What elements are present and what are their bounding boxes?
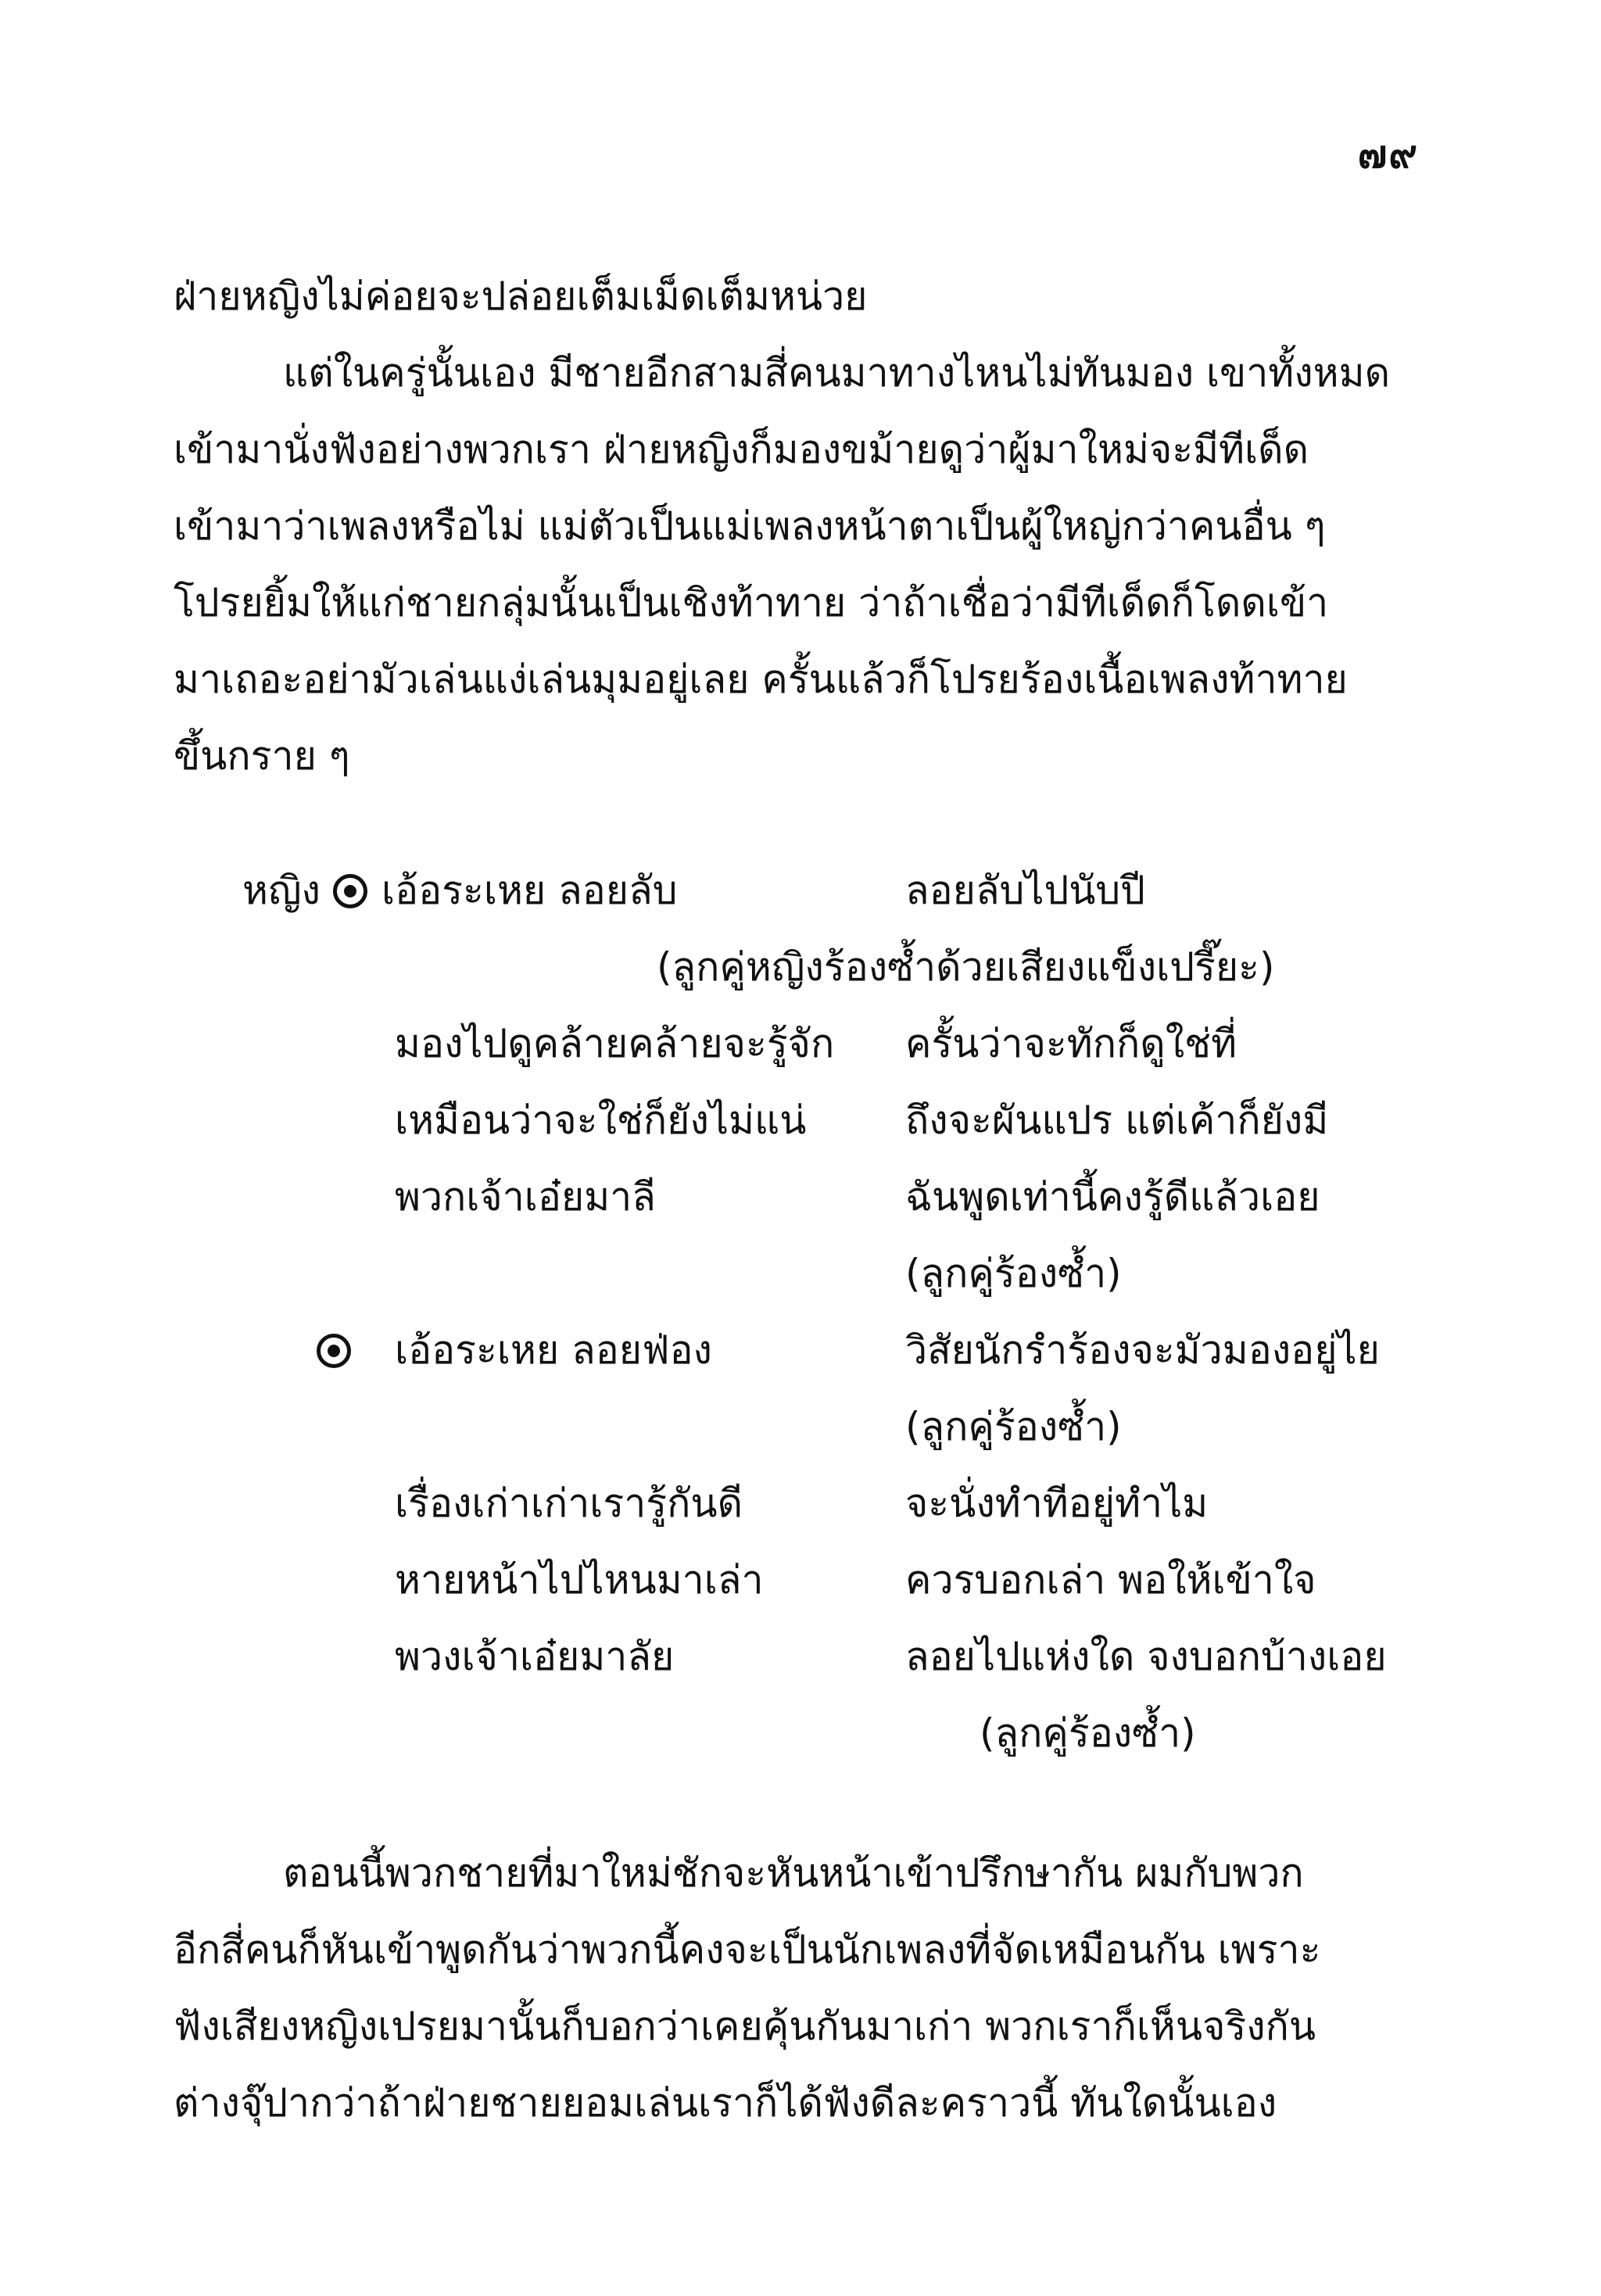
speaker-row	[242, 852, 367, 929]
page-number: ๗๙	[1357, 131, 1419, 177]
text-line: โปรยยิ้มให้แก่ชายกลุ่มนั้นเป็นเชิงท้าทาย ว่าถ้าเชื่อว่ามีทีเด็ดก็โดดเข้า	[174, 580, 1329, 625]
verse-right: ครั้นว่าจะทักก็ดูใช่ที่	[905, 1021, 1237, 1066]
text-line: ตอนนี้พวกชายที่มาใหม่ชักจะหันหน้าเข้าปรึกษากัน ผมกับพวก	[283, 1850, 1304, 1896]
verse-right: ลอยไปแห่งใด จงบอกบ้างเอย	[905, 1634, 1387, 1679]
paragraph-1	[174, 258, 1424, 794]
chorus-note: (ลูกคู่หญิงร้องซ้ำด้วยเสียงแข็งเปรี๊ยะ)	[657, 944, 1275, 990]
text-line: มาเถอะอย่ามัวเล่นแง่เล่นมุมอยู่เลย ครั้นแล้วก็โปรยร้องเนื้อเพลงท้าทาย	[174, 657, 1348, 702]
text-line: ขึ้นกราย ๆ	[174, 733, 350, 779]
text-line: ฟังเสียงหญิงเปรยมานั้นก็บอกว่าเคยคุ้นกันมาเก่า พวกเราก็เห็นจริงกัน	[174, 2004, 1316, 2049]
text-line: ต่างจุ๊ปากว่าถ้าฝ่ายชายยอมเล่นเราก็ได้ฟังดีละคราวนี้ ทันใดนั้นเอง	[174, 2080, 1277, 2126]
verse-left: มองไปดูคล้ายคล้ายจะรู้จัก	[395, 1021, 835, 1066]
verse-left: เรื่องเก่าเก่าเรารู้กันดี	[395, 1481, 743, 1526]
verse-marker-icon	[333, 874, 367, 908]
verse-right: ลอยลับไปนับปี	[905, 868, 1145, 913]
chorus-note: (ลูกคู่ร้องซ้ำ)	[905, 1404, 1122, 1449]
verse-marker-row	[317, 1312, 351, 1388]
text-line: แต่ในครู่นั้นเอง มีชายอีกสามสี่คนมาทางไหนไม่ทันมอง เขาทั้งหมด	[283, 350, 1391, 396]
verse-left: หายหน้าไปไหนมาเล่า	[395, 1557, 764, 1603]
verse-right: ควรบอกเล่า พอให้เข้าใจ	[905, 1557, 1316, 1603]
verse-left: เอ้อระเหย ลอยลับ	[381, 868, 678, 913]
chorus-note: (ลูกคู่ร้องซ้ำ)	[980, 1710, 1196, 1756]
verse-left: เหมือนว่าจะใช่ก็ยังไม่แน่	[395, 1098, 807, 1143]
verse-left: พวกเจ้าเอ๋ยมาลี	[395, 1174, 656, 1220]
text-line: เข้ามานั่งฟังอย่างพวกเรา ฝ่ายหญิงก็มองขม้ายดูว่าผู้มาใหม่จะมีทีเด็ด	[174, 427, 1309, 472]
verse-left: เอ้อระเหย ลอยฟ่อง	[395, 1327, 712, 1373]
text-line: เข้ามาว่าเพลงหรือไม่ แม่ตัวเป็นแม่เพลงหน้าตาเป็นผู้ใหญ่กว่าคนอื่น ๆ	[174, 503, 1326, 549]
text-line: ฝ่ายหญิงไม่ค่อยจะปล่อยเต็มเม็ดเต็มหน่วย	[174, 274, 868, 319]
speaker-label: หญิง	[242, 868, 321, 913]
verse-marker-icon	[317, 1334, 351, 1368]
verse-right: วิสัยนักรำร้องจะมัวมองอยู่ไย	[905, 1327, 1380, 1373]
verse-left: พวงเจ้าเอ๋ยมาลัย	[395, 1634, 675, 1679]
paragraph-2	[174, 1835, 1424, 2141]
verse-right: ฉันพูดเท่านี้คงรู้ดีแล้วเอย	[905, 1174, 1320, 1220]
verse-right: จะนั่งทำทีอยู่ทำไม	[905, 1481, 1209, 1526]
text-line: อีกสี่คนก็หันเข้าพูดกันว่าพวกนี้คงจะเป็นนักเพลงที่จัดเหมือนกัน เพราะ	[174, 1927, 1321, 1972]
verse-right: ถึงจะผันแปร แต่เค้าก็ยังมี	[905, 1098, 1329, 1143]
chorus-note: (ลูกคู่ร้องซ้ำ)	[905, 1251, 1122, 1296]
